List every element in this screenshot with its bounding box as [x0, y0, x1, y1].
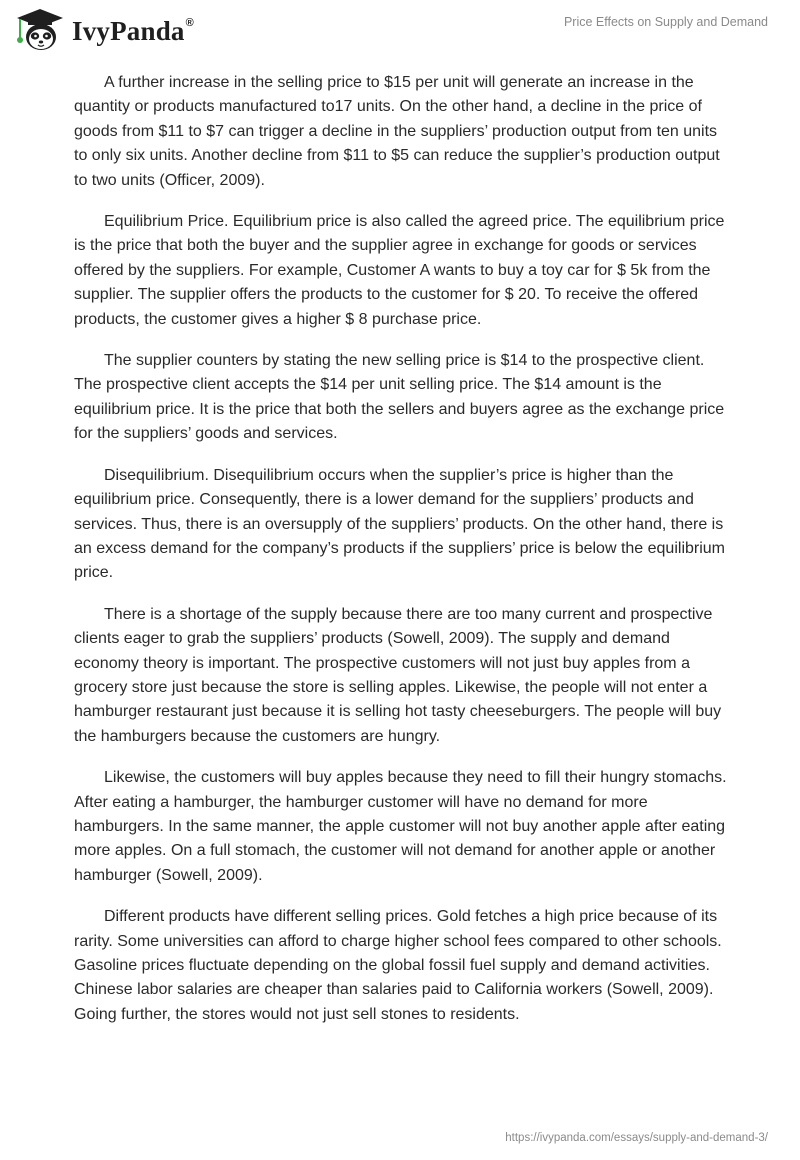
brand-logo[interactable] — [14, 8, 194, 52]
paragraph-1: A further increase in the selling price to $15 per unit will generate an increase in the quantity or products manufactured to17 units. On the other hand, a decline in the price of goods from $11 to $7 can trigger a decline in the suppliers’ production output from ten units to only six units. Another decline from $11 to $5 can reduce the supplier’s production output to two units (Officer, 2009). — [74, 74, 720, 189]
essay-body — [74, 71, 734, 1044]
paragraph-7: Different products have different selling prices. Gold fetches a high price because of its rarity. Some universities can afford to charge higher school fees compared to other schools. Gasoline prices fluctuate depending on the global fossil fuel supply and demand activities. Chinese labor salaries are cheaper than salaries paid to California workers (Sowell, 2009). Going further, the stores would not just sell stones to residents. — [74, 908, 722, 1023]
paragraph-3: The supplier counters by stating the new selling price is $14 to the prospective client. The prospective client accepts the $14 per unit selling price. The $14 amount is the equilibrium price. It is the price that both the sellers and buyers agree as the exchange price for the suppliers’ goods and services. — [74, 352, 725, 443]
brand-name — [72, 16, 194, 47]
paragraph-6: Likewise, the customers will buy apples because they need to fill their hungry stomachs. After eating a hamburger, the hamburger customer will have no demand for more hamburgers. In the same manner, the apple customer will not buy another apple after eating more apples. On a full stomach, the customer will not demand for another apple or another hamburger (Sowell, 2009). — [74, 769, 727, 884]
brand-name-text: IvyPanda — [72, 15, 185, 46]
page-header — [0, 0, 800, 60]
paragraph-4: Disequilibrium. Disequilibrium occurs when the supplier’s price is higher than the equilibrium price. Consequently, there is a lower demand for the suppliers’ products and services. Thus, there is an oversupply of the suppliers’ products. On the other hand, there is an excess demand for the company’s products if the suppliers’ price is below the equilibrium price. — [74, 466, 725, 582]
document-title: Price Effects on Supply and Demand — [563, 15, 768, 29]
source-url[interactable]: https://ivypanda.com/essays/supply-and-demand-3/ — [505, 1132, 768, 1144]
panda-graduate-icon — [14, 8, 66, 52]
paragraph-5: There is a shortage of the supply because there are too many current and prospective clients eager to grab the suppliers’ products (Sowell, 2009). The supply and demand economy theory is important. The prospective customers will not just buy apples from a grocery store just because the store is selling apples. Likewise, the people will not enter a hamburger restaurant just because it is selling hot tasty cheeseburgers. The people will buy the hamburgers because the customers are hungry. — [74, 605, 722, 745]
paragraph-2: Equilibrium Price. Equilibrium price is also called the agreed price. The equilibrium price is the price that both the buyer and the supplier agree in exchange for goods or services offered by the suppliers. For example, Customer A wants to buy a toy car for $ 5k from the supplier. The supplier offers the products to the customer for $ 20. To receive the offered products, the customer gives a higher $ 8 purchase price. — [74, 213, 725, 328]
registered-mark: ® — [185, 16, 194, 29]
